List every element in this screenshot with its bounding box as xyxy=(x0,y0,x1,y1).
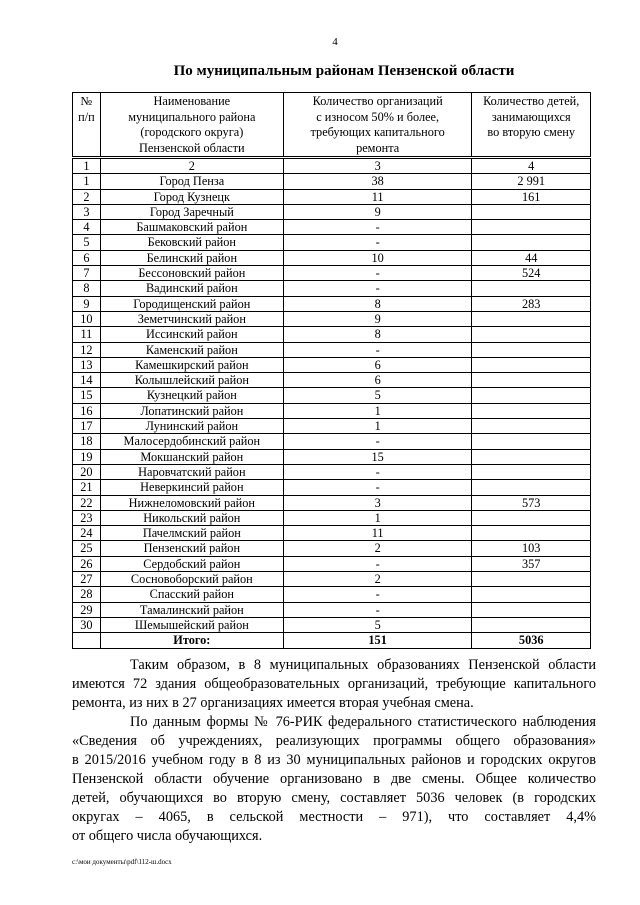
table-cell: Никольский район xyxy=(100,510,283,525)
table-cell: - xyxy=(283,235,472,250)
table-cell xyxy=(472,602,591,617)
table-cell: 3 xyxy=(73,204,101,219)
table-row xyxy=(73,327,591,342)
table-row xyxy=(73,617,591,632)
table-cell: Город Заречный xyxy=(100,204,283,219)
table-cell: 7 xyxy=(73,266,101,281)
table-cell: Белинский район xyxy=(100,250,283,265)
body-text xyxy=(72,656,596,846)
total-row xyxy=(73,633,591,648)
table-header-row xyxy=(73,93,591,158)
column-header-line: ремонта xyxy=(356,140,400,155)
table-cell: - xyxy=(283,602,472,617)
table-cell xyxy=(472,403,591,418)
table-cell: 2 xyxy=(283,572,472,587)
table-row xyxy=(73,510,591,525)
table-cell xyxy=(472,587,591,602)
table-cell: 30 xyxy=(73,617,101,632)
table-cell: Иссинский район xyxy=(100,327,283,342)
column-header xyxy=(283,93,472,158)
column-header-line: требующих капитального xyxy=(310,125,445,139)
column-header-line: (городского округа) xyxy=(140,125,244,139)
table-row xyxy=(73,189,591,204)
table-cell: 9 xyxy=(283,311,472,326)
table-cell: 5 xyxy=(73,235,101,250)
table-cell: 15 xyxy=(283,449,472,464)
table-cell: 5036 xyxy=(472,633,591,648)
table-cell: Нижнеломовский район xyxy=(100,495,283,510)
table-cell: Земетчинский район xyxy=(100,311,283,326)
table-cell: Итого: xyxy=(100,633,283,648)
table-cell xyxy=(472,311,591,326)
table-cell: 44 xyxy=(472,250,591,265)
table-cell: 9 xyxy=(283,204,472,219)
column-header-line: с износом 50% и более, xyxy=(316,109,440,124)
table-cell: Колышлейский район xyxy=(100,373,283,388)
table-cell: 21 xyxy=(73,480,101,495)
table-cell xyxy=(472,510,591,525)
paragraph-line: имеются 72 здания общеобразовательных организаций, требующие капитального xyxy=(72,676,596,692)
table-cell: Городищенский район xyxy=(100,296,283,311)
table-cell: 24 xyxy=(73,526,101,541)
table-cell: 573 xyxy=(472,495,591,510)
table-cell: 16 xyxy=(73,403,101,418)
table-cell: 29 xyxy=(73,602,101,617)
table-cell: Башмаковский район xyxy=(100,220,283,235)
paragraph-line: от общего числа обучающихся. xyxy=(72,828,263,844)
table-row xyxy=(73,388,591,403)
column-header-line: Наименование xyxy=(153,94,231,108)
table-cell: Пачелмский район xyxy=(100,526,283,541)
table-row xyxy=(73,281,591,296)
table-cell xyxy=(472,327,591,342)
table-cell: 38 xyxy=(283,174,472,189)
table-cell xyxy=(472,204,591,219)
table-cell: 22 xyxy=(73,495,101,510)
column-header xyxy=(472,93,591,158)
table-row xyxy=(73,220,591,235)
table-cell: 27 xyxy=(73,572,101,587)
table-cell: - xyxy=(283,220,472,235)
table-cell: Мокшанский район xyxy=(100,449,283,464)
table-cell: Город Пенза xyxy=(100,174,283,189)
table-cell: 151 xyxy=(283,633,472,648)
column-header-line: муниципального района xyxy=(128,109,256,124)
table-cell: 357 xyxy=(472,556,591,571)
table-row xyxy=(73,419,591,434)
table-cell: 9 xyxy=(73,296,101,311)
table-cell: 20 xyxy=(73,464,101,479)
column-header-line: Пензенской области xyxy=(139,140,245,155)
table-cell xyxy=(472,357,591,372)
table-cell: 2 991 xyxy=(472,174,591,189)
table-cell: 14 xyxy=(73,373,101,388)
table-cell: Бессоновский район xyxy=(100,266,283,281)
table-cell xyxy=(472,526,591,541)
table-cell xyxy=(472,434,591,449)
table-row xyxy=(73,495,591,510)
table-cell: Кузнецкий район xyxy=(100,388,283,403)
paragraph-line: Таким образом, в 8 муниципальных образованиях Пензенской области xyxy=(130,657,596,673)
table-row xyxy=(73,449,591,464)
table-cell: 8 xyxy=(283,327,472,342)
table-cell: 2 xyxy=(73,189,101,204)
table-cell: - xyxy=(283,556,472,571)
table-cell: 13 xyxy=(73,357,101,372)
table-cell xyxy=(472,617,591,632)
table-cell: 28 xyxy=(73,587,101,602)
table-cell: 3 xyxy=(283,158,472,174)
table-row xyxy=(73,311,591,326)
paragraph-line: детей, обучающихся во вторую смену, составляет 5036 человек (в городских xyxy=(72,790,596,806)
table-cell: 2 xyxy=(283,541,472,556)
table-row xyxy=(73,174,591,189)
column-header xyxy=(73,93,101,158)
page-title: По муниципальным районам Пензенской области xyxy=(173,63,515,79)
table-cell: 25 xyxy=(73,541,101,556)
table-row xyxy=(73,266,591,281)
table-cell: - xyxy=(283,464,472,479)
districts-table xyxy=(72,92,591,649)
table-cell xyxy=(472,419,591,434)
table-cell: 4 xyxy=(472,158,591,174)
table-cell: Неверкинсий район xyxy=(100,480,283,495)
paragraph-line: ремонта, из них в 27 организациях имеется вторая учебная смена. xyxy=(72,695,474,711)
table-cell: 17 xyxy=(73,419,101,434)
column-number-row xyxy=(73,158,591,174)
table-row xyxy=(73,434,591,449)
table-cell: 5 xyxy=(283,388,472,403)
table-cell: 103 xyxy=(472,541,591,556)
table-row xyxy=(73,480,591,495)
table-cell: Сосновоборский район xyxy=(100,572,283,587)
table-cell xyxy=(472,220,591,235)
paragraph-line: По данным формы № 76-РИК федерального статистического наблюдения xyxy=(130,714,596,730)
table-cell xyxy=(472,373,591,388)
table-cell: 26 xyxy=(73,556,101,571)
table-cell: Пензенский район xyxy=(100,541,283,556)
table-cell: Вадинский район xyxy=(100,281,283,296)
table-cell: Лопатинский район xyxy=(100,403,283,418)
table-cell xyxy=(73,633,101,648)
paragraph-line: в 2015/2016 учебном году в 8 из 30 муниципальных районов и городских округов xyxy=(72,752,596,768)
table-row xyxy=(73,204,591,219)
table-cell: 1 xyxy=(283,510,472,525)
table-cell: 2 xyxy=(100,158,283,174)
table-cell: 19 xyxy=(73,449,101,464)
table-row xyxy=(73,464,591,479)
page-number: 4 xyxy=(332,36,338,48)
table-cell xyxy=(472,464,591,479)
column-header-line: во вторую смену xyxy=(487,125,576,139)
table-row xyxy=(73,556,591,571)
table-cell: 1 xyxy=(283,419,472,434)
table-cell: Шемышейский район xyxy=(100,617,283,632)
table-row xyxy=(73,572,591,587)
table-cell: Город Кузнецк xyxy=(100,189,283,204)
table-cell: 12 xyxy=(73,342,101,357)
table-cell: 283 xyxy=(472,296,591,311)
table-cell: - xyxy=(283,281,472,296)
table-cell: 11 xyxy=(283,526,472,541)
table-row xyxy=(73,541,591,556)
table-cell xyxy=(472,388,591,403)
table-row xyxy=(73,235,591,250)
table-cell: 23 xyxy=(73,510,101,525)
table-row xyxy=(73,357,591,372)
table-row xyxy=(73,526,591,541)
table-cell: 11 xyxy=(283,189,472,204)
table-cell: Наровчатский район xyxy=(100,464,283,479)
table-cell: 1 xyxy=(73,158,101,174)
table-cell: Бековский район xyxy=(100,235,283,250)
column-header-line: занимающихся xyxy=(491,109,571,124)
table-cell: 5 xyxy=(283,617,472,632)
table-cell: 18 xyxy=(73,434,101,449)
table-cell: Сердобский район xyxy=(100,556,283,571)
column-header-line: Количество организаций xyxy=(312,94,443,108)
paragraph xyxy=(72,656,596,713)
table-cell: 1 xyxy=(73,174,101,189)
table-cell: 10 xyxy=(283,250,472,265)
table-cell: Камешкирский район xyxy=(100,357,283,372)
table-cell xyxy=(472,480,591,495)
table-cell: 15 xyxy=(73,388,101,403)
table-cell: Лунинский район xyxy=(100,419,283,434)
table-cell: Тамалинский район xyxy=(100,602,283,617)
table-cell: 3 xyxy=(283,495,472,510)
table-cell: 6 xyxy=(283,357,472,372)
column-header-line: № xyxy=(80,94,93,108)
table-cell xyxy=(472,235,591,250)
file-path-footer: c:\мои документы\pdf\112-ш.docx xyxy=(72,858,172,866)
table-cell: 1 xyxy=(283,403,472,418)
table-cell: - xyxy=(283,480,472,495)
table-cell: 8 xyxy=(283,296,472,311)
table-cell: 6 xyxy=(283,373,472,388)
table-cell xyxy=(472,572,591,587)
table-cell xyxy=(472,342,591,357)
table-cell: 8 xyxy=(73,281,101,296)
table-cell xyxy=(472,449,591,464)
table-cell: 6 xyxy=(73,250,101,265)
column-header-line: Количество детей, xyxy=(483,94,580,108)
table-row xyxy=(73,296,591,311)
table-cell: Каменский район xyxy=(100,342,283,357)
table-cell: - xyxy=(283,342,472,357)
paragraph-line: округах – 4065, в сельской местности – 971), что составляет 4,4% xyxy=(72,809,596,825)
column-header xyxy=(100,93,283,158)
table-row xyxy=(73,250,591,265)
table-row xyxy=(73,587,591,602)
table-cell: 10 xyxy=(73,311,101,326)
table-row xyxy=(73,602,591,617)
table-row xyxy=(73,373,591,388)
table-cell: 161 xyxy=(472,189,591,204)
table-row xyxy=(73,403,591,418)
table-cell: - xyxy=(283,434,472,449)
table-cell: Малосердобинский район xyxy=(100,434,283,449)
table-cell: 4 xyxy=(73,220,101,235)
table-cell: 524 xyxy=(472,266,591,281)
table-cell: - xyxy=(283,587,472,602)
table-cell: 11 xyxy=(73,327,101,342)
table-cell: - xyxy=(283,266,472,281)
table-row xyxy=(73,342,591,357)
table-cell: Спасский район xyxy=(100,587,283,602)
paragraph xyxy=(72,713,596,846)
paragraph-line: «Сведения об учреждениях, реализующих программы общего образования» xyxy=(72,733,596,749)
table-cell xyxy=(472,281,591,296)
column-header-line: п/п xyxy=(78,109,95,124)
paragraph-line: Пензенской области обучение организовано в две смены. Общее количество xyxy=(72,771,596,787)
